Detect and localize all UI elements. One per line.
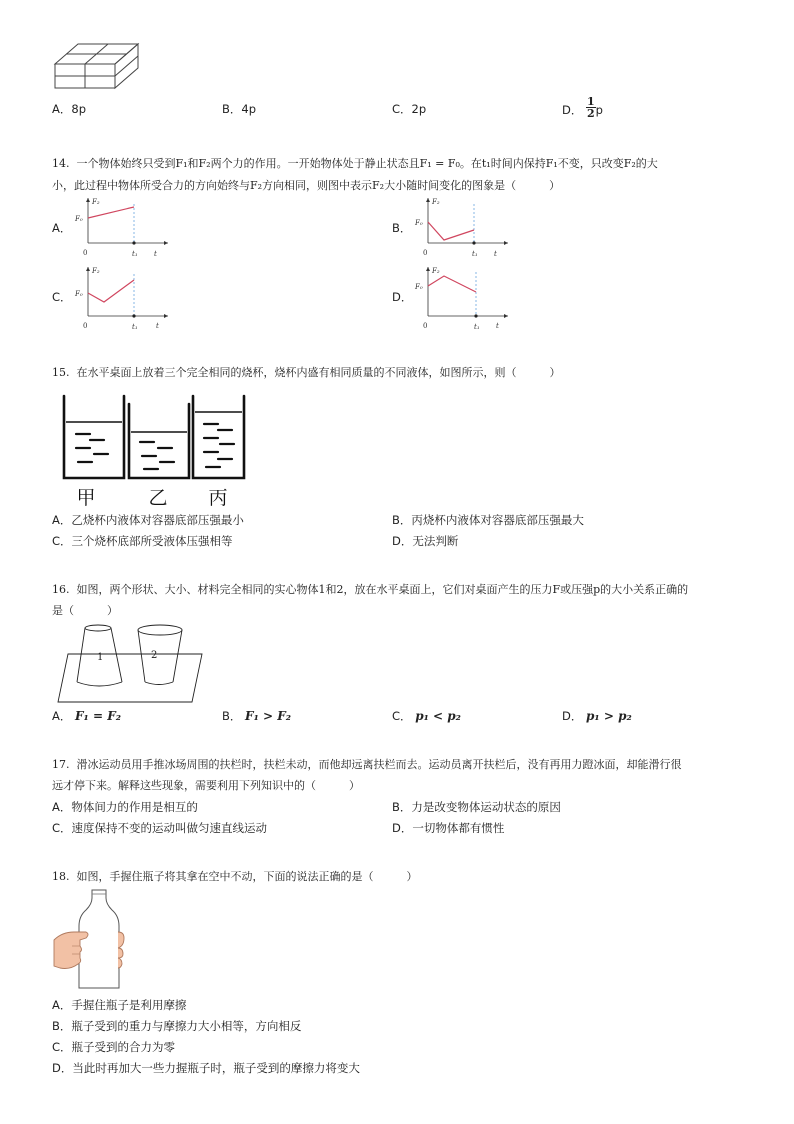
- q17-option-c[interactable]: C．速度保持不变的运动叫做匀速直线运动: [52, 821, 268, 835]
- graph-b: [412, 195, 512, 263]
- q17-stem-line1: [52, 758, 682, 772]
- q18-option-d[interactable]: D．当此时再加大一些力握瓶子时，瓶子受到的摩擦力将变大: [52, 1061, 360, 1075]
- graph-t1-label: t₁: [472, 250, 478, 258]
- question-number: 17.: [52, 758, 70, 771]
- option-text: p: [595, 103, 603, 117]
- fraction-numerator: 1: [587, 95, 595, 108]
- option-text: 4p: [241, 102, 257, 116]
- option-letter: C．: [392, 709, 412, 723]
- q14-option-d[interactable]: D．: [392, 290, 413, 304]
- q17-option-d[interactable]: D．一切物体都有惯性: [392, 821, 505, 835]
- graph-t1-label: t₁: [132, 323, 138, 331]
- q14-option-a[interactable]: A．: [52, 221, 72, 235]
- q16-stem-line1: [52, 583, 688, 597]
- option-text: 2p: [411, 102, 427, 116]
- graph-f0-label: F₀: [75, 215, 83, 223]
- q15-option-a[interactable]: A．乙烧杯内液体对容器底部压强最小: [52, 513, 244, 527]
- graph-origin: 0: [423, 249, 428, 257]
- q15-option-d[interactable]: D．无法判断: [392, 534, 459, 548]
- question-text: 一个物体始终只受到F₁和F₂两个力的作用。一开始物体处于静止状态且F₁ = F₀。在t₁时间内保持F₁不变，只改变F₂的大: [76, 157, 658, 170]
- graph-t-label: t: [494, 250, 497, 258]
- option-letter: C．: [392, 102, 412, 116]
- question-number: 16.: [52, 583, 70, 596]
- two-objects-on-table-figure: [56, 620, 212, 704]
- q16-option-b[interactable]: [222, 709, 291, 723]
- fraction: [586, 96, 596, 119]
- graph-a: [72, 195, 172, 263]
- object-label-2: 2: [151, 650, 158, 661]
- q14-stem-line2: 小，此过程中物体所受合力的方向始终与F₂方向相同，则图中表示F₂大小随时间变化的图象是（ ）: [52, 179, 561, 192]
- q18-stem: [52, 870, 418, 884]
- q18-option-a[interactable]: A．手握住瓶子是利用摩擦: [52, 998, 187, 1012]
- graph-t-label: t: [496, 322, 499, 330]
- q17-option-b[interactable]: B．力是改变物体运动状态的原因: [392, 800, 561, 814]
- option-text: 8p: [71, 102, 86, 116]
- question-text: 如图，两个形状、大小、材料完全相同的实心物体1和2，放在水平桌面上，它们对桌面产生的压力F或压强p的大小关系正确的: [76, 583, 689, 596]
- option-letter: A．: [52, 102, 72, 116]
- q13-option-b[interactable]: [222, 102, 256, 116]
- q18-option-b[interactable]: B．瓶子受到的重力与摩擦力大小相等，方向相反: [52, 1019, 302, 1033]
- object-label-1: 1: [97, 652, 104, 663]
- question-text: 如图，手握住瓶子将其拿在空中不动，下面的说法正确的是（ ）: [76, 870, 418, 883]
- question-number: 18.: [52, 870, 70, 883]
- option-letter: B．: [222, 709, 242, 723]
- beaker-label-bing: 丙: [208, 487, 228, 508]
- q13-option-d[interactable]: [562, 95, 603, 120]
- beaker-label-yi: 乙: [148, 487, 168, 508]
- graph-t-label: t: [154, 250, 157, 258]
- q17-option-a[interactable]: A．物体间力的作用是相互的: [52, 800, 198, 814]
- q16-option-d[interactable]: [562, 709, 632, 723]
- q15-option-c[interactable]: C．三个烧杯底部所受液体压强相等: [52, 534, 233, 548]
- beaker-label-jia: 甲: [76, 487, 96, 508]
- option-letter: B．: [222, 102, 242, 116]
- q18-option-c[interactable]: C．瓶子受到的合力为零: [52, 1040, 176, 1054]
- graph-f0-label: F₀: [75, 290, 83, 298]
- graph-origin: 0: [83, 249, 88, 257]
- graph-origin: 0: [83, 322, 88, 330]
- option-math: p₁ < p₂: [415, 709, 461, 723]
- graph-ylabel: F₂: [432, 267, 440, 275]
- question-text: 在水平桌面上放着三个完全相同的烧杯，烧杯内盛有相同质量的不同液体，如图所示，则（ ）: [76, 366, 561, 379]
- graph-ylabel: F₂: [432, 198, 440, 206]
- graph-origin: 0: [423, 322, 428, 330]
- q13-option-c[interactable]: [392, 102, 426, 116]
- graph-t1-label: t₁: [474, 323, 480, 331]
- option-math: F₁ = F₂: [75, 709, 121, 723]
- question-text: 滑冰运动员用手推冰场周围的扶栏时，扶栏未动，而他却远离扶栏而去。运动员离开扶栏后，没有再用力蹬冰面，却能滑行很: [76, 758, 682, 771]
- option-letter: A．: [52, 709, 72, 723]
- graph-ylabel: F₂: [92, 267, 100, 275]
- brick-stack-figure: [52, 36, 142, 92]
- q16-stem-line2: 是（ ）: [52, 604, 118, 617]
- option-math: p₁ > p₂: [586, 709, 632, 723]
- q17-stem-line2: 远才停下来。解释这些现象，需要利用下列知识中的（ ）: [52, 779, 360, 792]
- q15-stem: [52, 366, 561, 380]
- q14-stem-line1: [52, 157, 658, 171]
- graph-f0-label: F₀: [415, 283, 423, 291]
- graph-t-label: t: [156, 322, 159, 330]
- graph-t1-label: t₁: [132, 250, 138, 258]
- q13-option-a[interactable]: [52, 102, 86, 116]
- question-number: 15.: [52, 366, 70, 379]
- question-number: 14.: [52, 157, 70, 170]
- hand-holding-bottle-figure: [52, 888, 132, 992]
- three-beakers-figure: [58, 392, 248, 508]
- fraction-denominator: 2: [587, 107, 595, 120]
- q15-option-b[interactable]: B．丙烧杯内液体对容器底部压强最大: [392, 513, 584, 527]
- graph-ylabel: F₂: [92, 198, 100, 206]
- graph-d: [412, 264, 512, 332]
- option-math: F₁ > F₂: [245, 709, 292, 723]
- option-letter: D．: [562, 709, 583, 723]
- graph-c: [72, 264, 172, 332]
- q16-option-a[interactable]: [52, 709, 121, 723]
- graph-f0-label: F₀: [415, 219, 423, 227]
- q14-option-c[interactable]: C．: [52, 290, 72, 304]
- q14-option-b[interactable]: B．: [392, 221, 412, 235]
- option-letter: D．: [562, 103, 583, 117]
- q16-option-c[interactable]: [392, 709, 461, 723]
